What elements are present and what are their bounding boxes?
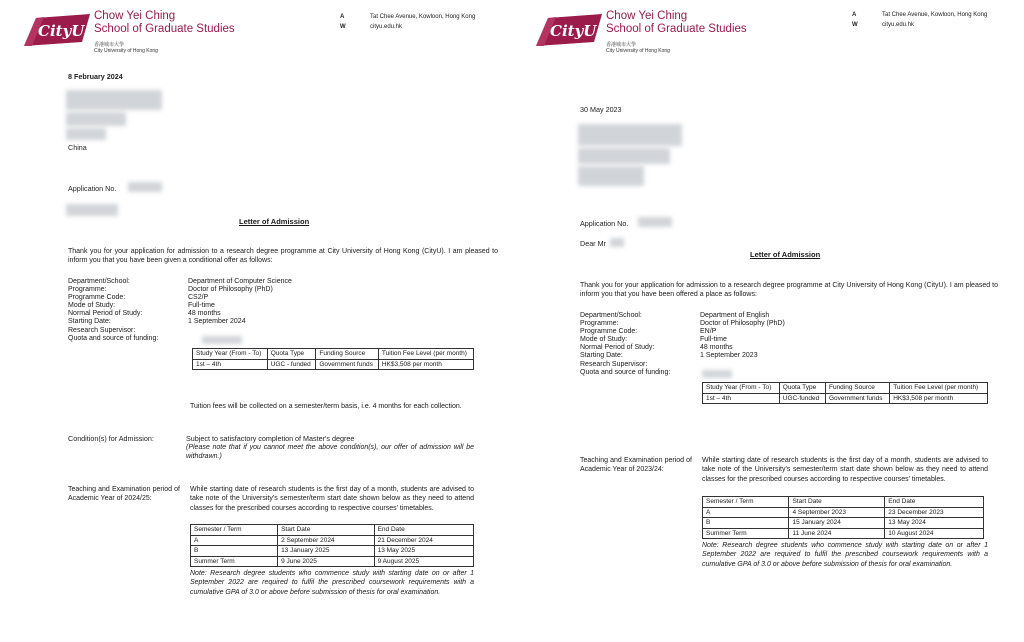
semester-cell: B — [191, 546, 278, 557]
semester-cell: 2 September 2024 — [278, 535, 375, 546]
redacted-address — [578, 148, 670, 164]
programme-details — [68, 278, 292, 343]
redacted-address-2 — [578, 166, 644, 186]
semester-table — [702, 496, 984, 539]
university-name: City University of Hong Kong — [606, 48, 670, 54]
semester-header: Semester / Term — [703, 497, 789, 508]
semester-cell: 9 August 2025 — [374, 556, 473, 567]
semester-cell: 4 September 2023 — [789, 507, 885, 518]
semester-header: End Date — [374, 525, 473, 536]
field-label: Starting Date: — [68, 318, 111, 326]
field-label: Research Supervisor: — [68, 326, 136, 334]
field-value: Full-time — [700, 336, 727, 344]
address: Tat Chee Avenue, Kowloon, Hong Kong — [370, 14, 476, 20]
funding-header: Funding Source — [316, 349, 379, 360]
funding-cell: UGC-funded — [779, 393, 825, 404]
country: China — [68, 143, 87, 152]
quota-label: Quota and source of funding: — [580, 368, 671, 376]
semester-cell: 23 December 2023 — [885, 507, 984, 518]
funding-header: Quota Type — [779, 383, 825, 394]
school-name-line2: School of Graduate Studies — [94, 23, 235, 35]
intro-paragraph: Thank you for your application for admission to a research degree programme at City University of Hong Kong (CityU). I am pleased to inform you that you have been offered a place as follows: — [580, 282, 998, 299]
field-value: 1 September 2023 — [700, 352, 758, 360]
university-name: City University of Hong Kong — [94, 48, 158, 54]
redacted-application-no — [638, 217, 672, 227]
semester-header: Semester / Term — [191, 525, 278, 536]
website-label: W — [852, 22, 858, 28]
funding-table — [192, 348, 474, 370]
redacted-application-no — [128, 182, 162, 192]
funding-cell: 1st – 4th — [703, 393, 780, 404]
field-label: Normal Period of Study: — [580, 344, 655, 352]
semester-cell: 11 June 2024 — [789, 528, 885, 539]
redacted-name — [578, 124, 682, 146]
semester-cell: 15 January 2024 — [789, 518, 885, 529]
teaching-label: Teaching and Examination period of Academic Year of 2023/24: — [580, 457, 692, 474]
field-label: Programme: — [68, 286, 107, 294]
semester-cell: Summer Term — [703, 528, 789, 539]
field-label: Mode of Study: — [580, 336, 628, 344]
university-subtitle — [606, 42, 670, 54]
semester-cell: 13 May 2024 — [885, 518, 984, 529]
funding-table — [702, 382, 988, 404]
letter-title: Letter of Admission — [750, 250, 821, 259]
teaching-text: While starting date of research students is the first day of a month, students are advised to take note of the University's semester/term start date shown below as they need to attend classes for the prescribed courses according to respective courses' timetables. — [190, 486, 474, 512]
school-name-line1: Chow Yei Ching — [606, 10, 688, 22]
chinese-name: 香港城市大學 — [606, 42, 637, 48]
field-value: Department of Computer Science — [188, 278, 292, 285]
contact-block — [852, 10, 987, 30]
funding-header: Study Year (From - To) — [703, 383, 780, 394]
field-label: Normal Period of Study: — [68, 310, 143, 318]
redacted-salutation — [66, 204, 118, 216]
funding-cell: Government funds — [316, 359, 379, 370]
funding-cell: Government funds — [825, 393, 889, 404]
condition-text: Subject to satisfactory completion of Master's degree — [186, 434, 355, 443]
website: cityu.edu.hk — [370, 24, 403, 30]
funding-header: Funding Source — [825, 383, 889, 394]
field-value: Doctor of Philosophy (PhD) — [700, 320, 785, 328]
field-label: Department/School: — [580, 312, 642, 319]
semester-header: Start Date — [278, 525, 375, 536]
redacted-supervisor — [202, 336, 242, 344]
funding-cell: HK$3,508 per month — [890, 393, 988, 404]
field-value: Full-time — [188, 302, 215, 310]
letter-title: Letter of Admission — [239, 217, 310, 226]
funding-header: Tuition Fee Level (per month) — [378, 349, 473, 360]
address: Tat Chee Avenue, Kowloon, Hong Kong — [882, 12, 988, 18]
teaching-label: Teaching and Examination period of Academic Year of 2024/25: — [68, 486, 180, 503]
redacted-address — [66, 112, 126, 126]
school-name — [606, 10, 747, 36]
field-label: Programme: — [580, 320, 619, 328]
admission-letter-2024 — [10, 0, 508, 642]
field-label: Programme Code: — [68, 294, 126, 302]
semester-cell: 13 January 2025 — [278, 546, 375, 557]
field-label: Starting Date: — [580, 352, 623, 360]
redacted-surname — [610, 238, 624, 247]
letter-date: 8 February 2024 — [68, 72, 123, 81]
intro-paragraph: Thank you for your application for admission to a research degree programme at City University of Hong Kong (CityU). I am pleased to inform you that you have been given a conditional offer as follows: — [68, 248, 498, 265]
field-value: 48 months — [188, 310, 221, 318]
admission-letter-2023 — [522, 0, 1020, 642]
field-value: CS2/P — [188, 294, 209, 302]
footnote: Note: Research degree students who commence study with starting date on or after 1 September 2022 are required to fulfil the prescribed coursework requirements with a cumulative GPA of 3.0 or above before submission of thesis for oral examination. — [190, 570, 474, 596]
application-label: Application No. — [580, 219, 629, 228]
chinese-name: 香港城市大學 — [94, 42, 125, 48]
semester-cell: A — [703, 507, 789, 518]
salutation: Dear Mr — [580, 239, 606, 248]
redacted-supervisor — [702, 370, 732, 378]
field-value: 1 September 2024 — [188, 318, 246, 326]
semester-cell: A — [191, 535, 278, 546]
condition-note: (Please note that if you cannot meet the above condition(s), our offer of admission will be withdrawn.) — [186, 444, 474, 461]
field-label: Programme Code: — [580, 328, 638, 336]
semester-cell: 21 December 2024 — [374, 535, 473, 546]
field-label: Research Supervisor: — [580, 360, 648, 368]
logo-text: CityU — [38, 22, 85, 40]
funding-cell: HK$3,508 per month — [378, 359, 473, 370]
tuition-note: Tuition fees will be collected on a semester/term basis, i.e. 4 months for each collection. — [190, 403, 462, 410]
field-value: Department of English — [700, 312, 770, 319]
field-label: Department/School: — [68, 278, 130, 285]
contact-block — [340, 12, 475, 32]
application-label: Application No. — [68, 184, 117, 193]
redacted-name — [66, 90, 162, 110]
address-label: A — [852, 12, 857, 18]
address-label: A — [340, 14, 345, 20]
semester-cell: 9 June 2025 — [278, 556, 375, 567]
semester-cell: B — [703, 518, 789, 529]
semester-cell: 10 August 2024 — [885, 528, 984, 539]
school-name — [94, 10, 235, 36]
funding-header: Study Year (From - To) — [193, 349, 268, 360]
semester-cell: Summer Term — [191, 556, 278, 567]
funding-header: Quota Type — [267, 349, 316, 360]
letter-date: 30 May 2023 — [580, 105, 622, 114]
programme-details — [580, 312, 785, 377]
semester-header: End Date — [885, 497, 984, 508]
condition-label: Condition(s) for Admission: — [68, 434, 154, 443]
funding-header: Tuition Fee Level (per month) — [890, 383, 988, 394]
field-value: 48 months — [700, 344, 733, 352]
footnote: Note: Research degree students who commence study with starting date on or after 1 September 2022 are required to fulfil the prescribed coursework requirements with a cumulative GPA of 3.0 or above before submission of thesis for oral examination. — [702, 542, 988, 568]
semester-cell: 13 May 2025 — [374, 546, 473, 557]
funding-cell: 1st – 4th — [193, 359, 268, 370]
website-label: W — [340, 24, 346, 30]
school-name-line2: School of Graduate Studies — [606, 23, 747, 35]
redacted-address-2 — [66, 128, 106, 140]
university-subtitle — [94, 42, 158, 54]
semester-header: Start Date — [789, 497, 885, 508]
field-value: Doctor of Philosophy (PhD) — [188, 286, 273, 294]
quota-label: Quota and source of funding: — [68, 334, 159, 342]
field-value: EN/P — [700, 328, 717, 336]
website: cityu.edu.hk — [882, 22, 915, 28]
funding-cell: UGC - funded — [267, 359, 316, 370]
logo-text: CityU — [550, 22, 597, 40]
field-label: Mode of Study: — [68, 302, 116, 310]
school-name-line1: Chow Yei Ching — [94, 10, 176, 22]
teaching-text: While starting date of research students is the first day of a month, students are advised to take note of the University's semester/term start date shown below as they need to attend classes for the prescribed courses according to respective courses' timetables. — [702, 457, 988, 483]
semester-table — [190, 524, 474, 567]
